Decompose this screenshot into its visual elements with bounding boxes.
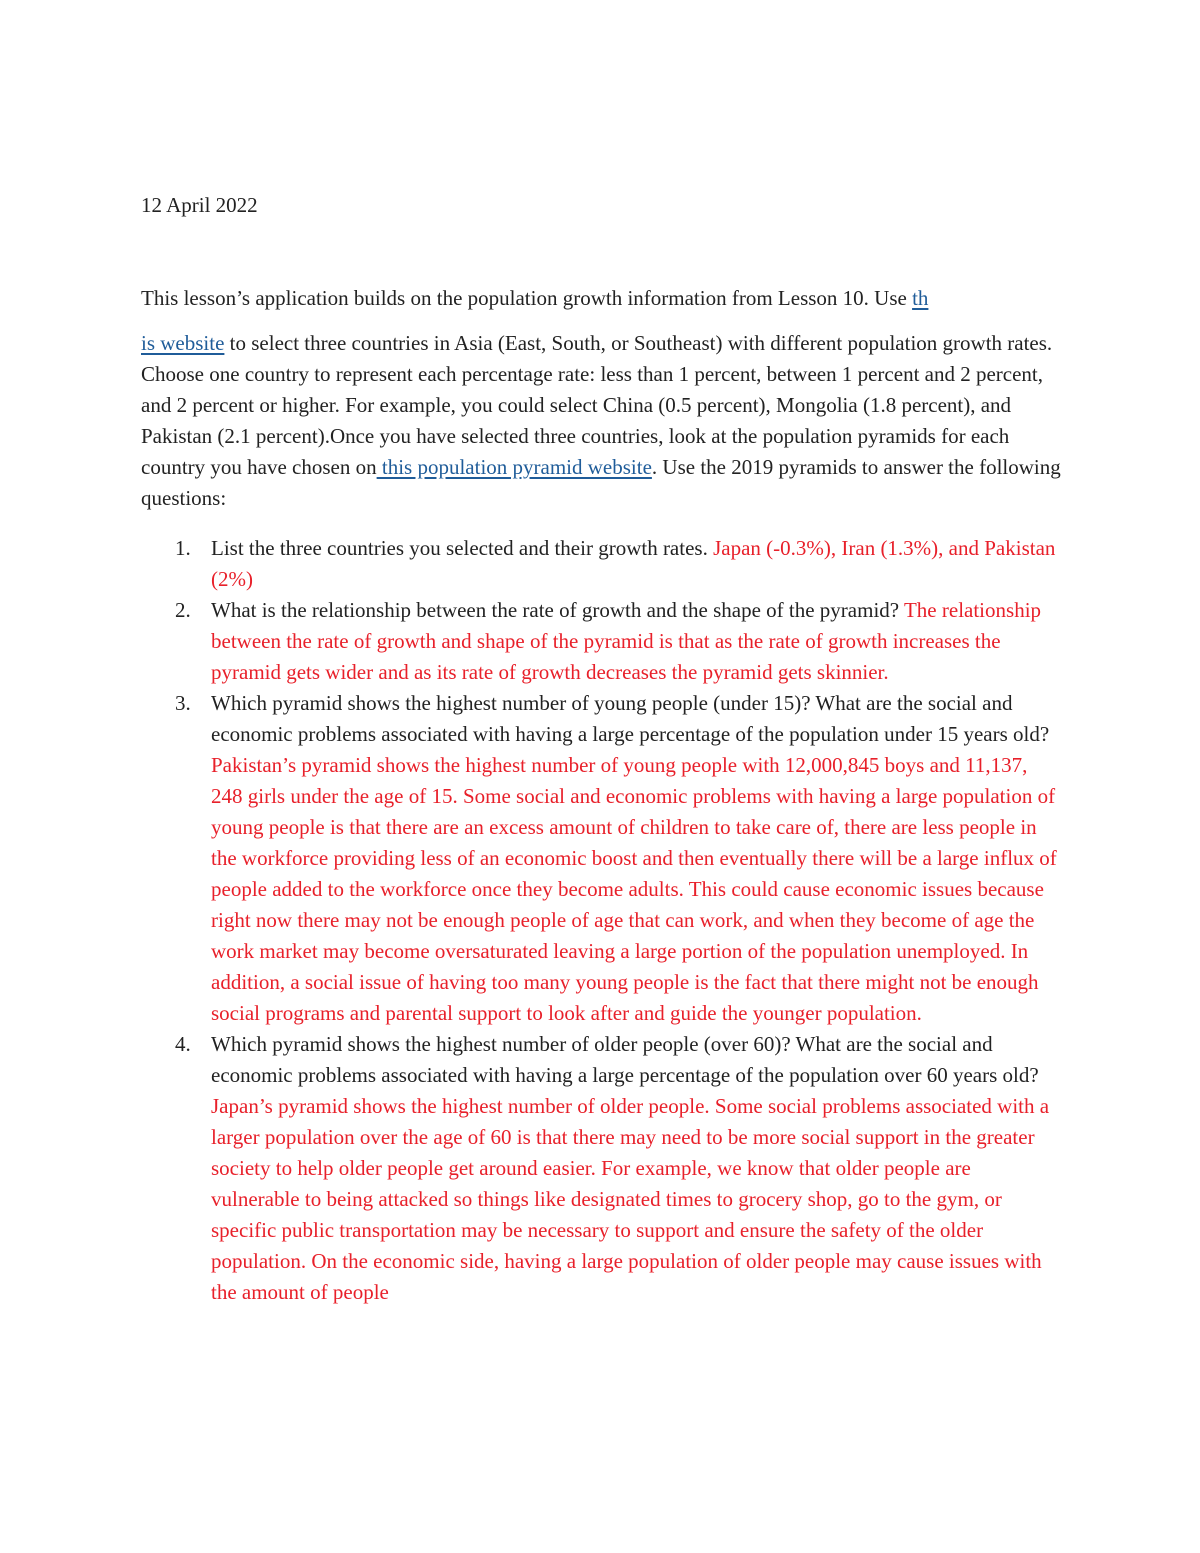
intro-rest: [141, 328, 1061, 514]
answer-text: The relationship between the rate of growth and shape of the pyramid is that as the rate of growth increases the pyramid gets wider and as its rate of growth decreases the pyramid gets skinnier.: [211, 598, 1042, 684]
intro-text-1: This lesson’s application builds on the population growth information from Lesson 10. Use: [141, 286, 913, 310]
website-link-part-2[interactable]: is website: [141, 331, 225, 355]
question-number: 4.: [175, 1032, 191, 1056]
question-text: Which pyramid shows the highest number of young people (under 15)? What are the social and economic problems associated with having a large percentage of the population under 15 years old?: [211, 691, 1050, 746]
question-list: [141, 533, 1061, 1308]
question-number: 3.: [175, 691, 191, 715]
question-number: 1.: [175, 536, 191, 560]
intro-text-3: . Use the 2019 pyramids to answer the following questions:: [141, 455, 1061, 510]
intro-first-line: [141, 283, 1061, 314]
question-number: 2.: [175, 598, 191, 622]
answer-text: Pakistan’s pyramid shows the highest number of young people with 12,000,845 boys and 11,137, 248 girls under the age of 15. Some social and economic problems with having a large population of young people is that there are an excess amount of children to take care of, there are less people in the workforce providing less of an economic boost and then eventually there will be a large influx of people added to the workforce once they become adults. This could cause economic issues because right now there may not be enough people of age that can work, and when they become of age the work market may become oversaturated leaving a large portion of the population unemployed. In addition, a social issue of having too many young people is the fact that there might not be enough social programs and parental support to look after and guide the younger population.: [211, 753, 1057, 1025]
website-link-part-1[interactable]: th: [912, 286, 929, 310]
answer-text: Japan’s pyramid shows the highest number of older people. Some social problems associated with a larger population over the age of 60 is that there may need to be more social support in the greater society to help older people get around easier. For example, we know that older people are vulnerable to being attacked so things like designated times to grocery shop, go to the gym, or specific public transportation may be necessary to support and ensure the safety of the older population. On the economic side, having a large population of older people may cause issues with the amount of people: [211, 1094, 1050, 1304]
question-item: [141, 533, 1061, 595]
question-item: [141, 688, 1061, 1029]
question-text: What is the relationship between the rate of growth and the shape of the pyramid?: [211, 598, 904, 622]
intro-text-2: to select three countries in Asia (East, South, or Southeast) with different population growth rates. Choose one country to represent each percentage rate: less than 1 percent, between 1 percent and 2 percent, and 2 percent or higher. For example, you could select China (0.5 percent), Mongolia (1.8 percent), and Pakistan (2.1 percent).Once you have selected three countries, look at the population pyramids for each country you have chosen on: [141, 331, 1053, 479]
question-item: [141, 1029, 1061, 1308]
document-date: 12 April 2022: [141, 193, 258, 217]
question-text: Which pyramid shows the highest number of older people (over 60)? What are the social and economic problems associated with having a large percentage of the population over 60 years old?: [211, 1032, 1039, 1087]
question-text: List the three countries you selected and their growth rates.: [211, 536, 714, 560]
question-item: [141, 595, 1061, 688]
population-pyramid-link[interactable]: this population pyramid website: [376, 455, 652, 479]
answer-text: Japan (-0.3%), Iran (1.3%), and Pakistan (2%): [211, 536, 1056, 591]
intro-paragraph: [141, 283, 1061, 514]
